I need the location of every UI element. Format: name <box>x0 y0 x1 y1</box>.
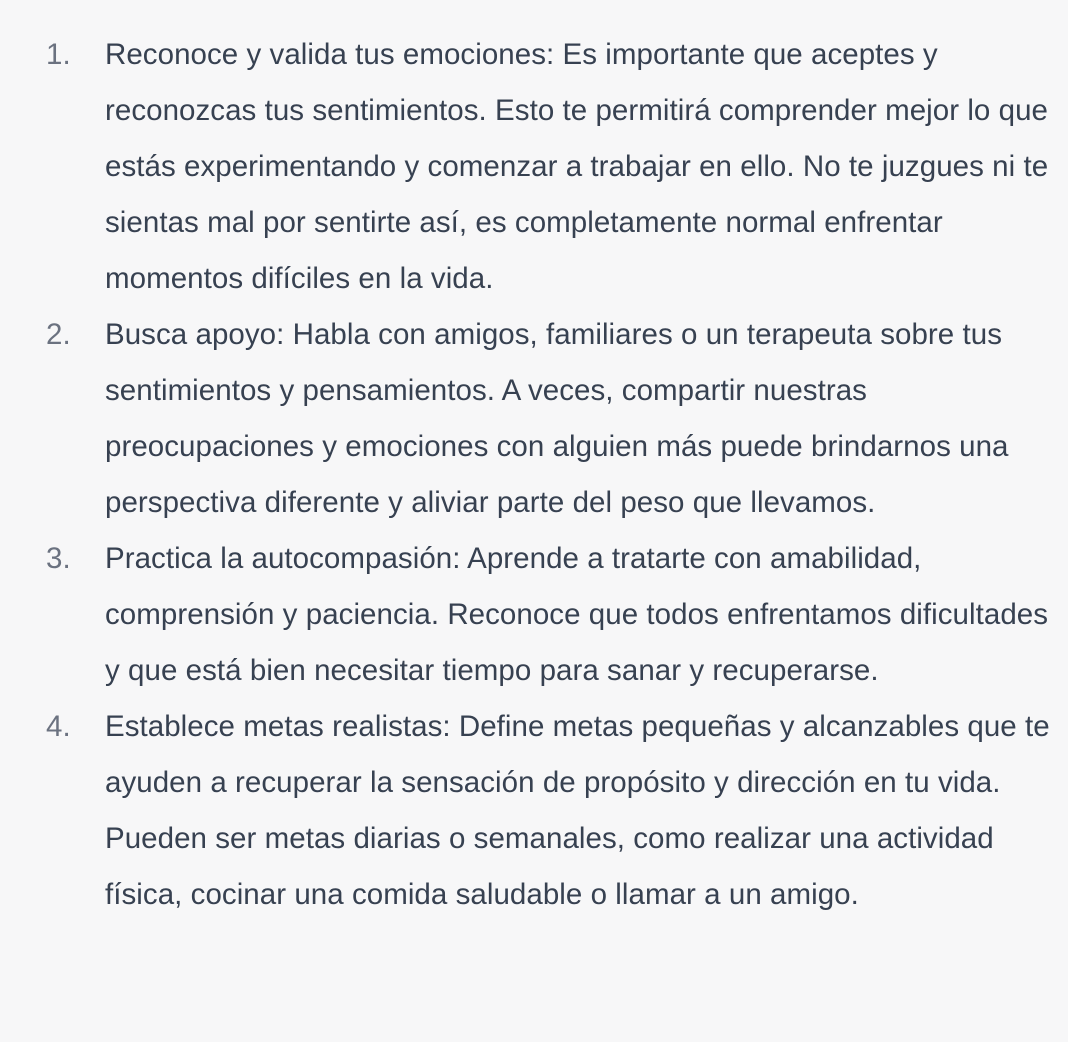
list-item <box>0 531 1068 699</box>
list-item-number: 4. <box>46 710 71 743</box>
numbered-list <box>0 27 1068 923</box>
list-item <box>0 27 1068 307</box>
list-item-text: Establece metas realistas: Define metas pequeñas y alcanzables que te ayuden a recuperar la sensación de propósito y dirección en tu vida. Pueden ser metas diarias o semanales, como realizar una actividad física, cocinar una comida saludable o llamar a un amigo. <box>105 710 1050 911</box>
list-item <box>0 699 1068 923</box>
list-item <box>0 307 1068 531</box>
list-item-number: 2. <box>46 318 71 351</box>
list-item-text: Practica la autocompasión: Aprende a tratarte con amabilidad, comprensión y paciencia. Reconoce que todos enfrentamos dificultades y que está bien necesitar tiempo para sanar y recuperarse. <box>105 542 1049 687</box>
list-item-text: Busca apoyo: Habla con amigos, familiares o un terapeuta sobre tus sentimientos y pensamientos. A veces, compartir nuestras preocupaciones y emociones con alguien más puede brindarnos una perspectiva diferente y aliviar parte del peso que llevamos. <box>105 318 1009 519</box>
list-item-text: Reconoce y valida tus emociones: Es importante que aceptes y reconozcas tus sentimientos. Esto te permitirá comprender mejor lo que estás experimentando y comenzar a trabajar en ello. No te juzgues ni te sientas mal por sentirte así, es completamente normal enfrentar momentos difíciles en la vida. <box>105 38 1049 295</box>
list-item-number: 3. <box>46 542 71 575</box>
list-item-number: 1. <box>46 38 71 71</box>
